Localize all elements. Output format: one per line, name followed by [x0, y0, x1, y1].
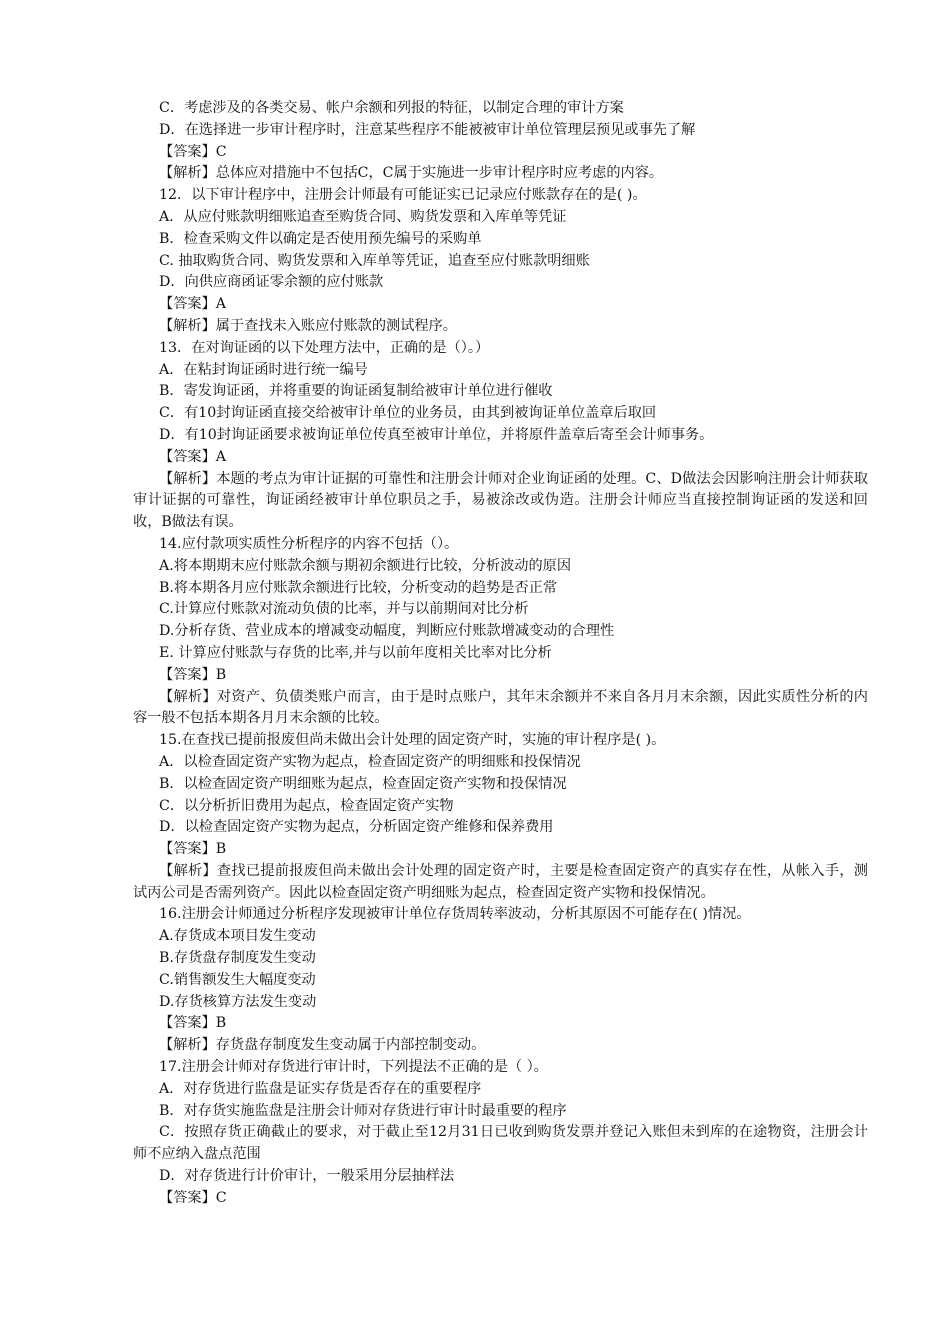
text-line: B.存货盘存制度发生变动	[159, 950, 316, 967]
text-line: C.销售额发生大幅度变动	[159, 971, 316, 988]
text-line: B．以检查固定资产明细账为起点，检查固定资产实物和投保情况	[159, 775, 567, 792]
text-line: A．在粘封询证函时进行统一编号	[159, 361, 368, 378]
text-line: C．有10封询证函直接交给被审计单位的业务员，由其到被询证单位盖章后取回	[159, 405, 657, 422]
text-line: D.存货核算方法发生变动	[159, 993, 317, 1010]
text-line: 13．在对询证函的以下处理方法中，正确的是（）。）	[159, 339, 490, 356]
text-line: C. 抽取购货合同、购货发票和入库单等凭证，追查至应付账款明细账	[159, 252, 590, 269]
text-line: C．按照存货正确截止的要求，对于截止至12月31日已收到购货发票并登记入账但未到库的在途物资，注册会计师不应纳入盘点范围	[133, 1124, 868, 1163]
text-line: C．考虑涉及的各类交易、帐户余额和列报的特征，以制定合理的审计方案	[159, 100, 624, 116]
text-line: 【答案】B	[159, 666, 227, 683]
text-line: 【解析】存货盘存制度发生变动属于内部控制变动。	[159, 1037, 486, 1054]
text-line: B．检查采购文件以确定是否使用预先编号的采购单	[159, 230, 482, 247]
text-line: 12．以下审计程序中，注册会计师最有可能证实已记录应付账款存在的是( )。	[159, 187, 647, 204]
text-line: 【答案】B	[159, 841, 227, 858]
text-line: A.将本期期末应付账款余额与期初余额进行比较，分析波动的原因	[159, 557, 572, 574]
text-line: 15.在查找已提前报废但尚未做出会计处理的固定资产时，实施的审计程序是( )。	[159, 732, 666, 749]
text-line: A.存货成本项目发生变动	[159, 928, 316, 945]
text-line: C.计算应付账款对流动负债的比率，并与以前期间对比分析	[159, 601, 529, 618]
text-line: D.分析存货、营业成本的增减变动幅度，判断应付账款增减变动的合理性	[159, 623, 615, 640]
text-line: A．从应付账款明细账追查至购货合同、购货发票和入库单等凭证	[159, 208, 567, 225]
text-line: 16.注册会计师通过分析程序发现被审计单位存货周转率波动，分析其原因不可能存在( )情况。	[159, 906, 751, 923]
text-line: 【解析】本题的考点为审计证据的可靠性和注册会计师对企业询证函的处理。C、D做法会因影响注册会计师获取审计证据的可靠性，询证函经被审计单位职员之手，易被涂改或伪造。注册会计师应当直接控制询证函的发送和回收，B做法有误。	[133, 470, 868, 531]
text-line: 【解析】对资产、负债类账户而言，由于是时点账户，其年末余额并不来自各月月末余额，因此实质性分析的内容一般不包括本期各月月末余额的比较。	[133, 688, 868, 727]
text-line: 【答案】A	[159, 448, 226, 465]
text-line: E. 计算应付账款与存货的比率,并与以前年度相关比率对比分析	[159, 644, 552, 661]
text-line: D．有10封询证函要求被询证单位传真至被审计单位，并将原件盖章后寄至会计师事务。	[159, 426, 714, 443]
text-line: 【答案】B	[159, 1015, 227, 1032]
text-line: 【解析】查找已提前报废但尚未做出会计处理的固定资产时，主要是检查固定资产的真实存在性，从帐入手，测试丙公司是否需列资产。因此以检查固定资产明细账为起点，检查固定资产实物和投保情况。	[133, 862, 868, 901]
text-line: 【解析】总体应对措施中不包括C，C属于实施进一步审计程序时应考虑的内容。	[159, 165, 664, 182]
document-page	[133, 98, 868, 1210]
text-line: D．对存货进行计价审计，一般采用分层抽样法	[159, 1168, 455, 1185]
text-line: 17.注册会计师对存货进行审计时，下列提法不正确的是（ ）。	[159, 1059, 548, 1076]
text-line: C．以分析折旧费用为起点，检查固定资产实物	[159, 797, 454, 814]
text-line: D．向供应商函证零余额的应付账款	[159, 274, 384, 291]
text-line: 14.应付款项实质性分析程序的内容不包括（）。	[159, 535, 459, 552]
text-line: D．在选择进一步审计程序时，注意某些程序不能被被审计单位管理层预见或事先了解	[159, 121, 696, 138]
text-line: A．以检查固定资产实物为起点，检查固定资产的明细账和投保情况	[159, 753, 581, 770]
text-line: B．对存货实施监盘是注册会计师对存货进行审计时最重要的程序	[159, 1102, 567, 1119]
text-line: B.将本期各月应付账款余额进行比较，分析变动的趋势是否正常	[159, 579, 558, 596]
text-line: D．以检查固定资产实物为起点，分析固定资产维修和保养费用	[159, 819, 554, 836]
text-line: 【解析】属于查找未入账应付账款的测试程序。	[159, 317, 457, 334]
text-line: A．对存货进行监盘是证实存货是否存在的重要程序	[159, 1080, 482, 1097]
text-line: 【答案】C	[159, 143, 227, 160]
text-line: 【答案】C	[159, 1189, 227, 1206]
text-line: B．寄发询证函，并将重要的询证函复制给被审计单位进行催收	[159, 383, 553, 400]
text-line: 【答案】A	[159, 296, 226, 313]
